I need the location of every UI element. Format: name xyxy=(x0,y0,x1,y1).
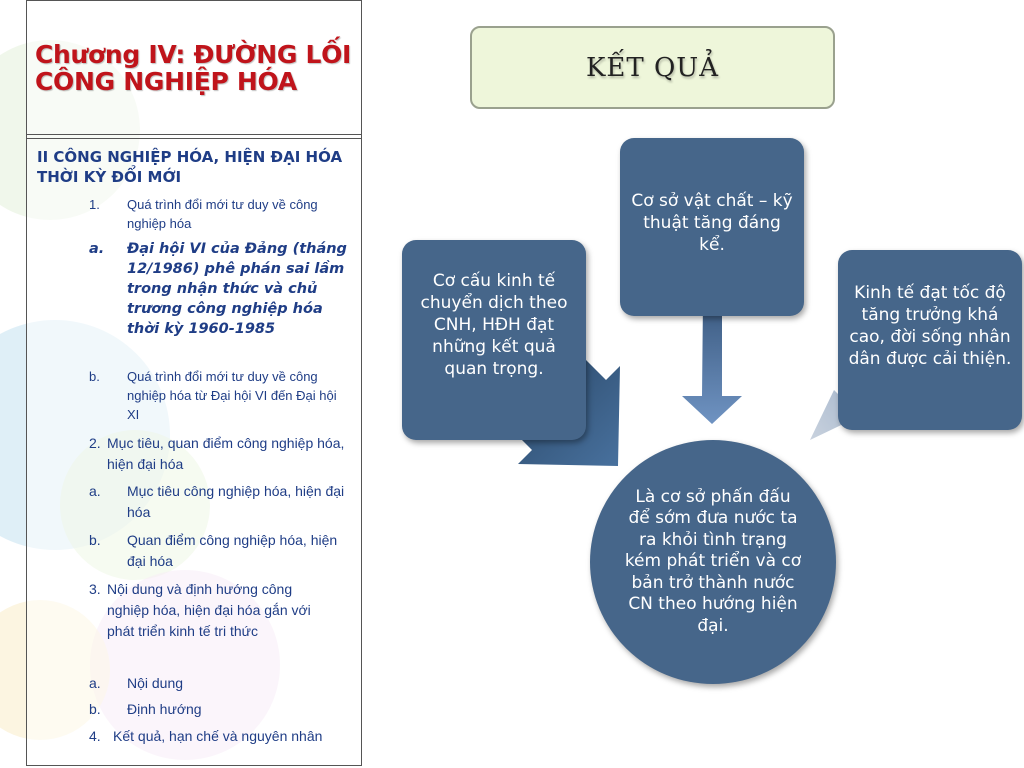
outline-marker: a. xyxy=(89,675,101,691)
outline-text: Quan điểm công nghiệp hóa, hiện đại hóa xyxy=(127,532,338,569)
outline-text: Quá trình đổi mới tư duy về công nghiệp hóa từ Đại hội VI đến Đại hội XI xyxy=(127,369,337,422)
arrow-down xyxy=(682,300,742,424)
outline-text: Mục tiêu, quan điểm công nghiệp hóa, hiện đại hóa xyxy=(107,435,345,472)
node-center-goal xyxy=(590,440,836,684)
outline-text: Định hướng xyxy=(127,701,202,717)
node-growth xyxy=(838,250,1022,430)
outline-marker: b. xyxy=(89,701,101,717)
result-title: KẾT QUẢ xyxy=(585,52,719,83)
node-growth-text: Kinh tế đạt tốc độ tăng trưởng khá cao, đời sống nhân dân được cải thiện. xyxy=(848,283,1012,369)
outline-text: Nội dung xyxy=(127,675,184,691)
outline-marker: 2. xyxy=(89,435,101,451)
outline-marker: 3. xyxy=(89,581,101,597)
node-center-goal-text: Là cơ sở phấn đấu để sớm đưa nước ta ra khỏi tình trạng kém phát triển và cơ bản trở thành nước CN theo hướng hiện đại. xyxy=(624,486,802,636)
outline-text: Kết quả, hạn chế và nguyên nhân xyxy=(113,728,323,744)
chapter-title: Chương IV: ĐƯỜNG LỐI CÔNG NGHIỆP HÓA xyxy=(35,40,352,96)
node-infrastructure xyxy=(620,138,804,316)
outline-marker: a. xyxy=(89,483,101,499)
outline-text: Quá trình đổi mới tư duy về công nghiệp hóa xyxy=(127,197,318,231)
outline-marker: 1. xyxy=(89,197,100,212)
node-economic-structure xyxy=(402,240,586,440)
outline-text: Đại hội VI của Đảng (tháng 12/1986) phê phán sai lầm trong nhận thức và chủ trương công nghiệp hóa thời kỳ 1960-1985 xyxy=(127,241,347,337)
outline-marker: a. xyxy=(89,241,105,257)
outline-text: Mục tiêu công nghiệp hóa, hiện đại hóa xyxy=(127,483,345,520)
outline-marker: b. xyxy=(89,532,101,548)
node-economic-structure-text: Cơ cấu kinh tế chuyển dịch theo CNH, HĐH đạt những kết quả quan trọng. xyxy=(420,271,568,379)
outline-marker: 4. xyxy=(89,728,101,744)
section-heading: II CÔNG NGHIỆP HÓA, HIỆN ĐẠI HÓA THỜI KỲ ĐỔI MỚI xyxy=(37,148,343,186)
node-infrastructure-text: Cơ sở vật chất – kỹ thuật tăng đáng kể. xyxy=(631,191,793,255)
outline-marker: b. xyxy=(89,369,100,384)
outline-text: Nội dung và định hướng công nghiệp hóa, hiện đại hóa gắn với phát triển kinh tế tri thức xyxy=(107,581,311,639)
